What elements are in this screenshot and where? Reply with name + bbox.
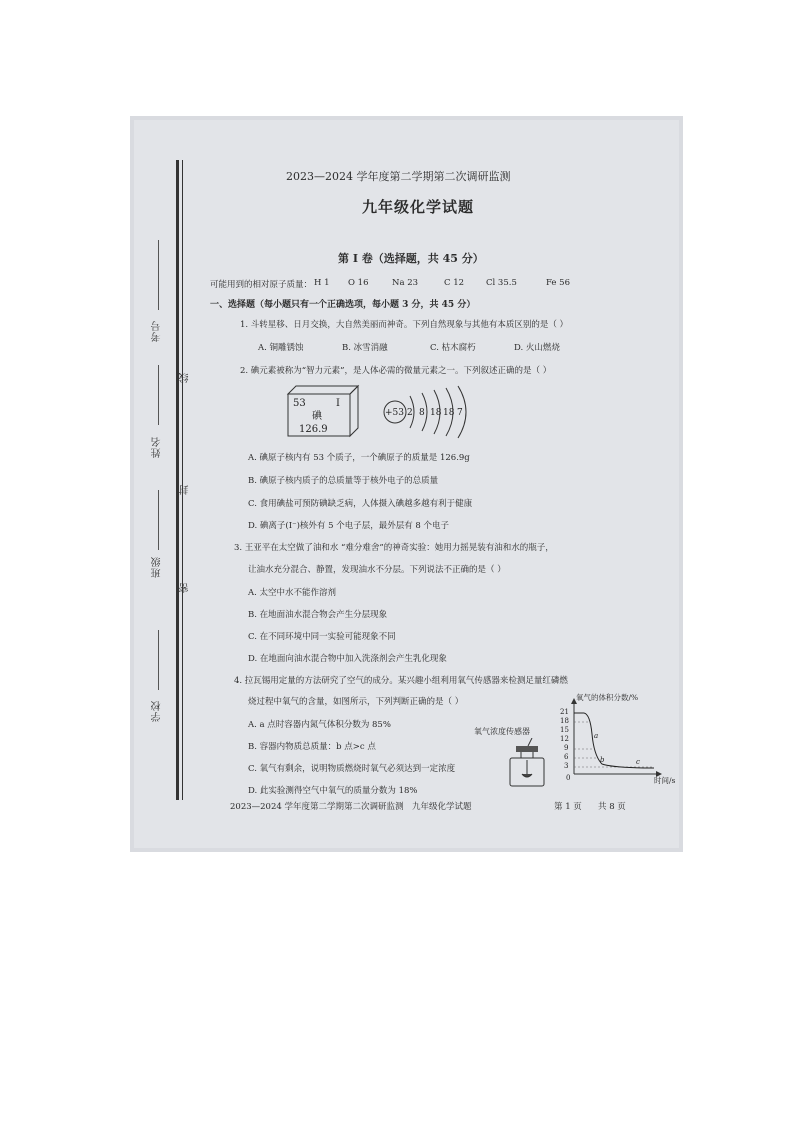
ytick-9: 9 bbox=[564, 744, 569, 752]
sensor-apparatus bbox=[502, 738, 552, 788]
exam-title-line1: 2023—2024 学年度第二学期第二次调研监测 bbox=[286, 170, 511, 183]
margin-label-seal: 封 bbox=[180, 484, 191, 495]
question-4-option-c: C. 氧气有剩余，说明物质燃烧时氧气必须达到一定浓度 bbox=[248, 764, 456, 774]
shell-2-electrons: 8 bbox=[419, 408, 425, 418]
ytick-12: 12 bbox=[560, 735, 569, 743]
atomic-mass-na: Na 23 bbox=[392, 278, 419, 288]
shell-1-electrons: 2 bbox=[407, 408, 413, 418]
graph-x-label: 时间/s bbox=[654, 776, 676, 785]
footer-exam-title: 2023—2024 学年度第二学期第二次调研监测 九年级化学试题 bbox=[230, 802, 472, 812]
oxygen-sensor-label: 氧气浓度传感器 bbox=[474, 727, 530, 736]
iodine-symbol: I bbox=[336, 398, 340, 409]
margin-label-name: 姓名 bbox=[152, 436, 163, 458]
footer-page-number: 第 1 页 bbox=[554, 802, 582, 812]
iodine-atomic-number: 53 bbox=[293, 398, 306, 409]
margin-label-exam-number: 考号 bbox=[152, 320, 163, 342]
graph-y-label: 氧气的体积分数/% bbox=[576, 693, 639, 702]
iodine-atom-structure bbox=[380, 382, 480, 442]
shell-4-electrons: 18 bbox=[443, 408, 455, 418]
question-3-option-a: A. 太空中水不能作溶剂 bbox=[248, 588, 337, 598]
point-label-c: c bbox=[636, 758, 640, 766]
question-2-option-b: B. 碘原子核内质子的总质量等于核外电子的总质量 bbox=[248, 476, 439, 486]
margin-label-line: 线 bbox=[180, 372, 191, 383]
scanned-photo bbox=[130, 116, 683, 852]
question-1-option-d: D. 火山燃烧 bbox=[514, 343, 560, 353]
question-4-option-b: B. 容器内物质总质量：b 点>c 点 bbox=[248, 742, 376, 752]
question-3-option-d: D. 在地面向油水混合物中加入洗涤剂会产生乳化现象 bbox=[248, 654, 447, 664]
question-1-option-b: B. 冰雪消融 bbox=[342, 343, 388, 353]
question-3-option-b: B. 在地面油水混合物会产生分层现象 bbox=[248, 610, 388, 620]
shell-3-electrons: 18 bbox=[430, 408, 442, 418]
ytick-21: 21 bbox=[560, 708, 569, 716]
point-label-a: a bbox=[594, 732, 599, 740]
iodine-name: 碘 bbox=[312, 411, 322, 422]
question-3-stem-line2: 让油水充分混合、静置，发现油水不分层。下列说法不正确的是（ ） bbox=[248, 565, 506, 575]
question-1-stem: 1. 斗转星移、日月交换，大自然美丽而神奇。下列自然现象与其他有本质区别的是（ ） bbox=[240, 320, 569, 330]
name-blank bbox=[158, 365, 159, 425]
section-title: 一、选择题（每小题只有一个正确选项，每小题 3 分，共 45 分） bbox=[210, 300, 476, 310]
question-3-option-c: C. 在不同环境中同一实验可能现象不同 bbox=[248, 632, 396, 642]
question-1-option-c: C. 枯木腐朽 bbox=[430, 343, 476, 353]
atomic-mass-cl: Cl 35.5 bbox=[486, 278, 517, 288]
question-4-stem-line1: 4. 拉瓦锡用定量的方法研究了空气的成分。某兴趣小组利用氧气传感器来检测足量红磷燃 bbox=[234, 676, 568, 686]
ytick-15: 15 bbox=[560, 726, 569, 734]
binding-rule-thick bbox=[176, 160, 179, 800]
atomic-mass-label: 可能用到的相对原子质量： bbox=[210, 280, 313, 290]
margin-label-secret: 密 bbox=[180, 582, 191, 593]
binding-rule-thin bbox=[182, 160, 183, 800]
ytick-6: 6 bbox=[564, 753, 569, 761]
margin-label-school: 学校 bbox=[152, 700, 163, 722]
atomic-mass-h: H 1 bbox=[314, 278, 330, 288]
nucleus-charge: +53 bbox=[385, 408, 404, 418]
question-2-option-a: A. 碘原子核内有 53 个质子，一个碘原子的质量是 126.9g bbox=[248, 453, 470, 463]
question-4-option-a: A. a 点时容器内氮气体积分数为 85% bbox=[248, 720, 391, 730]
question-2-option-d: D. 碘离子(I⁻)核外有 5 个电子层，最外层有 8 个电子 bbox=[248, 521, 450, 531]
question-3-stem-line1: 3. 王亚平在太空做了油和水 “难分难舍”的神奇实验：她用力摇晃装有油和水的瓶子， bbox=[234, 543, 554, 553]
ytick-18: 18 bbox=[560, 717, 569, 725]
point-label-b: b bbox=[600, 756, 605, 764]
part-title: 第 I 卷（选择题，共 45 分） bbox=[338, 252, 484, 265]
graph-origin: 0 bbox=[566, 774, 571, 782]
iodine-element-box bbox=[284, 382, 364, 440]
ytick-3: 3 bbox=[564, 762, 569, 770]
exam-paper bbox=[134, 120, 679, 848]
exam-number-blank bbox=[158, 240, 159, 310]
atomic-mass-c: C 12 bbox=[444, 278, 465, 288]
atomic-mass-fe: Fe 56 bbox=[546, 278, 570, 288]
atomic-mass-o: O 16 bbox=[348, 278, 369, 288]
school-blank bbox=[158, 630, 159, 690]
question-2-option-c: C. 食用碘盐可预防碘缺乏病，人体摄入碘越多越有利于健康 bbox=[248, 499, 473, 509]
oxygen-graph bbox=[554, 698, 664, 784]
class-blank bbox=[158, 490, 159, 550]
question-1-option-a: A. 铜雕锈蚀 bbox=[258, 343, 304, 353]
exam-title-line2: 九年级化学试题 bbox=[362, 198, 475, 216]
footer-total-pages: 共 8 页 bbox=[598, 802, 626, 812]
margin-label-class: 班级 bbox=[152, 556, 163, 578]
question-4-stem-line2: 烧过程中氧气的含量，如图所示，下列判断正确的是（ ） bbox=[248, 697, 464, 707]
shell-5-electrons: 7 bbox=[457, 408, 463, 418]
question-4-option-d: D. 此实验测得空气中氧气的质量分数为 18% bbox=[248, 786, 418, 796]
question-2-stem: 2. 碘元素被称为“智力元素”，是人体必需的微量元素之一。下列叙述正确的是（ ） bbox=[240, 366, 552, 376]
iodine-mass: 126.9 bbox=[299, 424, 328, 435]
